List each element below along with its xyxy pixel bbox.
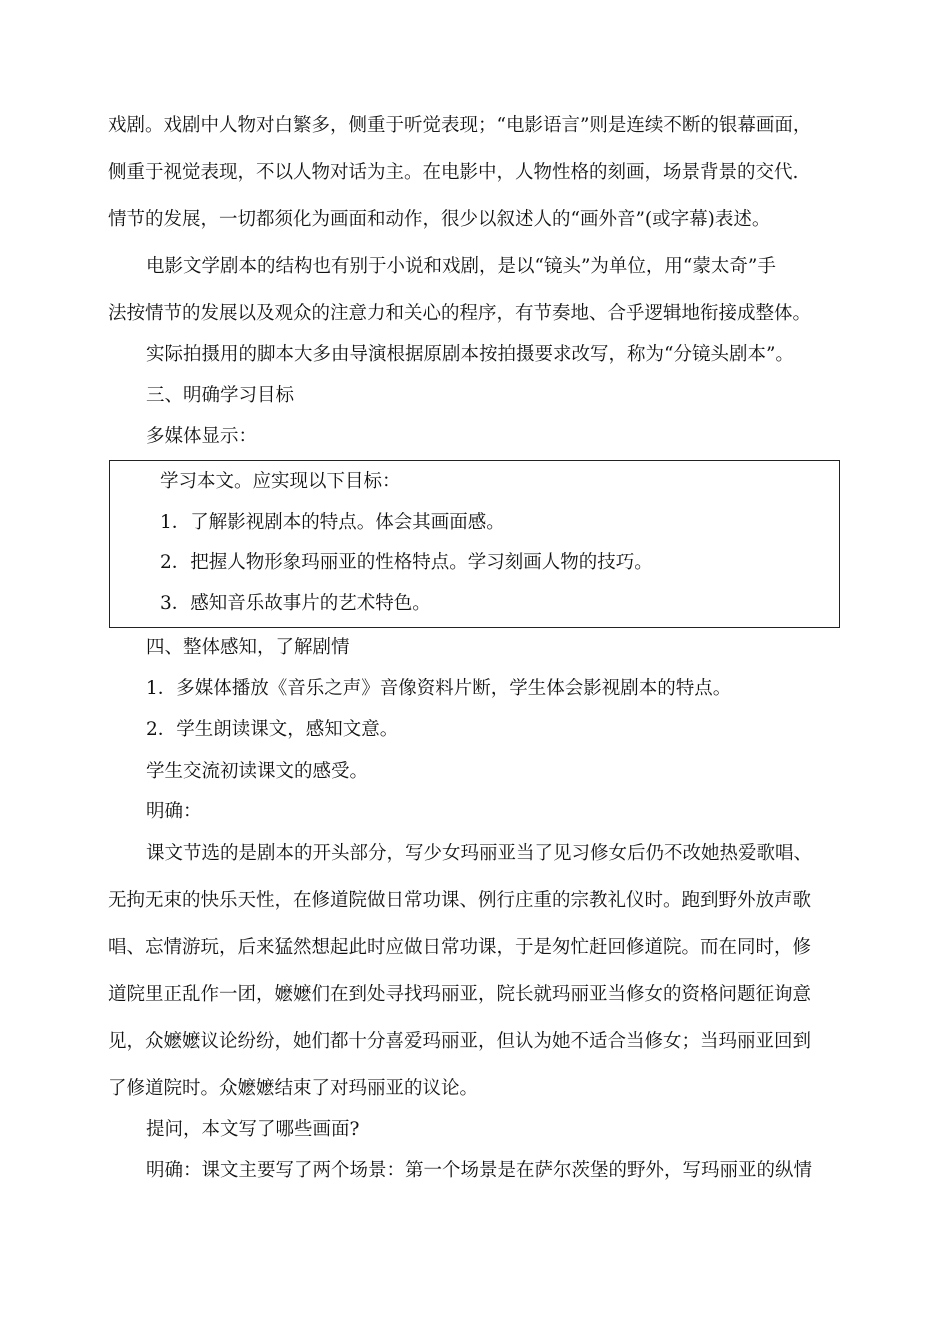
body-line: 侧重于视觉表现，不以人物对话为主。在电影中，人物性格的刻画，场景背景的交代. (108, 162, 799, 183)
goal-item: 3．感知音乐故事片的艺术特色。 (160, 593, 431, 614)
summary-line: 课文节选的是剧本的开头部分，写少女玛丽亚当了见习修女后仍不改她热爱歌唱、 (146, 843, 813, 864)
section-heading: 三、明确学习目标 (146, 385, 295, 406)
body-line: 法按情节的发展以及观众的注意力和关心的程序，有节奏地、合乎逻辑地衔接成整体。 (108, 303, 812, 324)
clarify-label: 明确： (146, 801, 202, 822)
step-item: 1．多媒体播放《音乐之声》音像资料片断，学生体会影视剧本的特点。 (146, 678, 732, 699)
body-line: 实际拍摄用的脚本大多由导演根据原剧本按拍摄要求改写，称为“分镜头剧本”。 (146, 344, 794, 365)
summary-line: 道院里正乱作一团，嬷嬷们在到处寻找玛丽亚，院长就玛丽亚当修女的资格问题征询意 (108, 984, 812, 1005)
summary-line: 了修道院时。众嬷嬷结束了对玛丽亚的议论。 (108, 1078, 479, 1099)
goal-item: 1．了解影视剧本的特点。体会其画面感。 (160, 512, 505, 533)
section-heading: 四、整体感知，了解剧情 (146, 637, 350, 658)
answer-line: 明确：课文主要写了两个场景：第一个场景是在萨尔茨堡的野外，写玛丽亚的纵情 (146, 1160, 813, 1181)
summary-line: 见，众嬷嬷议论纷纷，她们都十分喜爱玛丽亚，但认为她不适合当修女；当玛丽亚回到 (108, 1031, 812, 1052)
goals-intro: 学习本文。应实现以下目标： (160, 471, 401, 492)
body-line: 学生交流初读课文的感受。 (146, 761, 369, 782)
body-line: 电影文学剧本的结构也有别于小说和戏剧，是以“镜头”为单位，用“蒙太奇”手 (146, 256, 776, 277)
question-line: 提问，本文写了哪些画面? (146, 1119, 360, 1140)
multimedia-label: 多媒体显示： (146, 426, 258, 447)
summary-line: 唱、忘情游玩，后来猛然想起此时应做日常功课，于是匆忙赶回修道院。而在同时，修 (108, 937, 812, 958)
body-line: 戏剧。戏剧中人物对白繁多，侧重于听觉表现；“电影语言”则是连续不断的银幕画面， (108, 115, 812, 136)
body-line: 情节的发展，一切都须化为画面和动作，很少以叙述人的“画外音”(或字幕)表述。 (108, 209, 771, 230)
step-item: 2．学生朗读课文，感知文意。 (146, 719, 399, 740)
summary-line: 无拘无束的快乐天性，在修道院做日常功课、例行庄重的宗教礼仪时。跑到野外放声歌 (108, 890, 812, 911)
goal-item: 2．把握人物形象玛丽亚的性格特点。学习刻画人物的技巧。 (160, 552, 653, 573)
